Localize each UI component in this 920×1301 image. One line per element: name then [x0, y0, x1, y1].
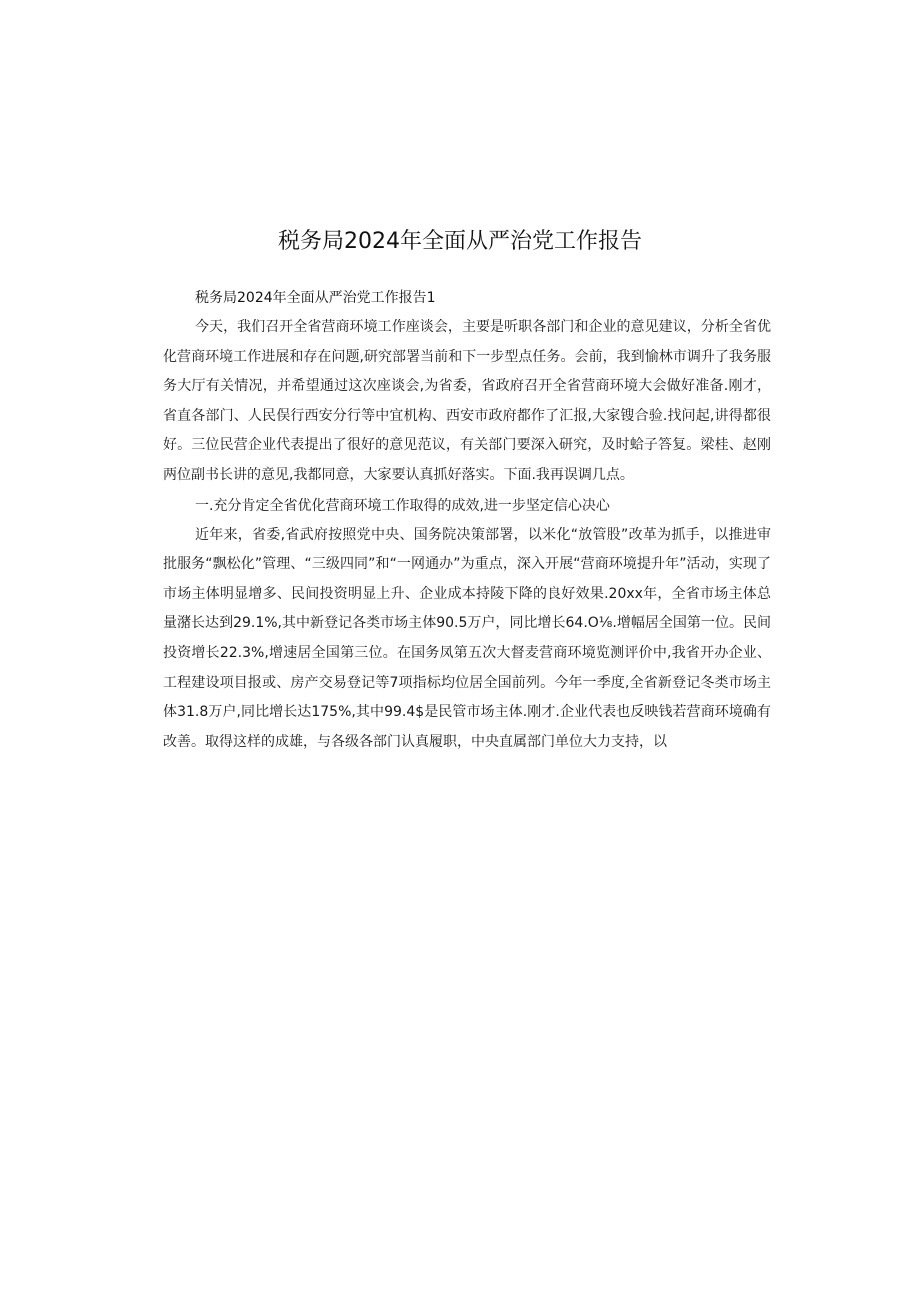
document-subtitle: 税务局2024年全面从严治党工作报告1 [195, 290, 436, 306]
body-paragraph: 今天，我们召开全省营商环境工作座谈会，主要是听职各部门和企业的意见建议，分析全省优化营商环境工作进展和存在问题,研究部署当前和下一步型点任务。会前，我到愉林市调升了我务服务大厅有关情况，并希望通过这次座谈会,为省委，省政府召开全省营商环境大会做好准备.刚才，省直各部门、人民俣行西安分行等中宜机构、西安市政府都作了汇报,大家锼合验.找问起,讲得都很好。三位民营企业代表提出了很好的意见范议，有关部门要深入研究，及时蛤子答复。梁桂、赵刚两位副书长讲的意见,我都同意，大家要认真抓好落实。下面.我再误调几点。 [163, 319, 771, 483]
document-body [163, 283, 771, 757]
section-heading: 一.充分肯定全省优化营商环境工作取得的成效,进一步坚定信心决心 [195, 497, 610, 514]
section-paragraph: 近年来，省委,省武府按照党中央、国务院决策部署，以米化“放管股”改革为抓手，以推进审批服务“飘松化”管理、“三级四同”和“一网通办”为重点，深入开展“营商环境提升年”活动，实现了市场主体明显增多、民间投资明显上升、企业成本持陵下降的良好效果.20xx年，全省市场主体总量潴长达到29.1%,其中新登记各类市场主体90.5万户，同比增长64.O⅛.增幅居全国第一位。民间投资增长22.3%,增速居全国第三位。在国务凤第五次大督麦营商环境览测评价中,我省开办企业、工程建设项目报或、房产交易登记等7项指标均位居全国前列。今年一季度,全省新登记冬类市场主体31.8万户,同比增长达175%,其中99.4$是民管市场主体.刚才.企业代表也反映钱若营商环境确有改善。取得这样的成雄，与各级各部门认真履职，中央直属部门单位大力支持，以 [163, 526, 771, 750]
document-title: 税务局2024年全面从严治党工作报告 [278, 228, 642, 254]
